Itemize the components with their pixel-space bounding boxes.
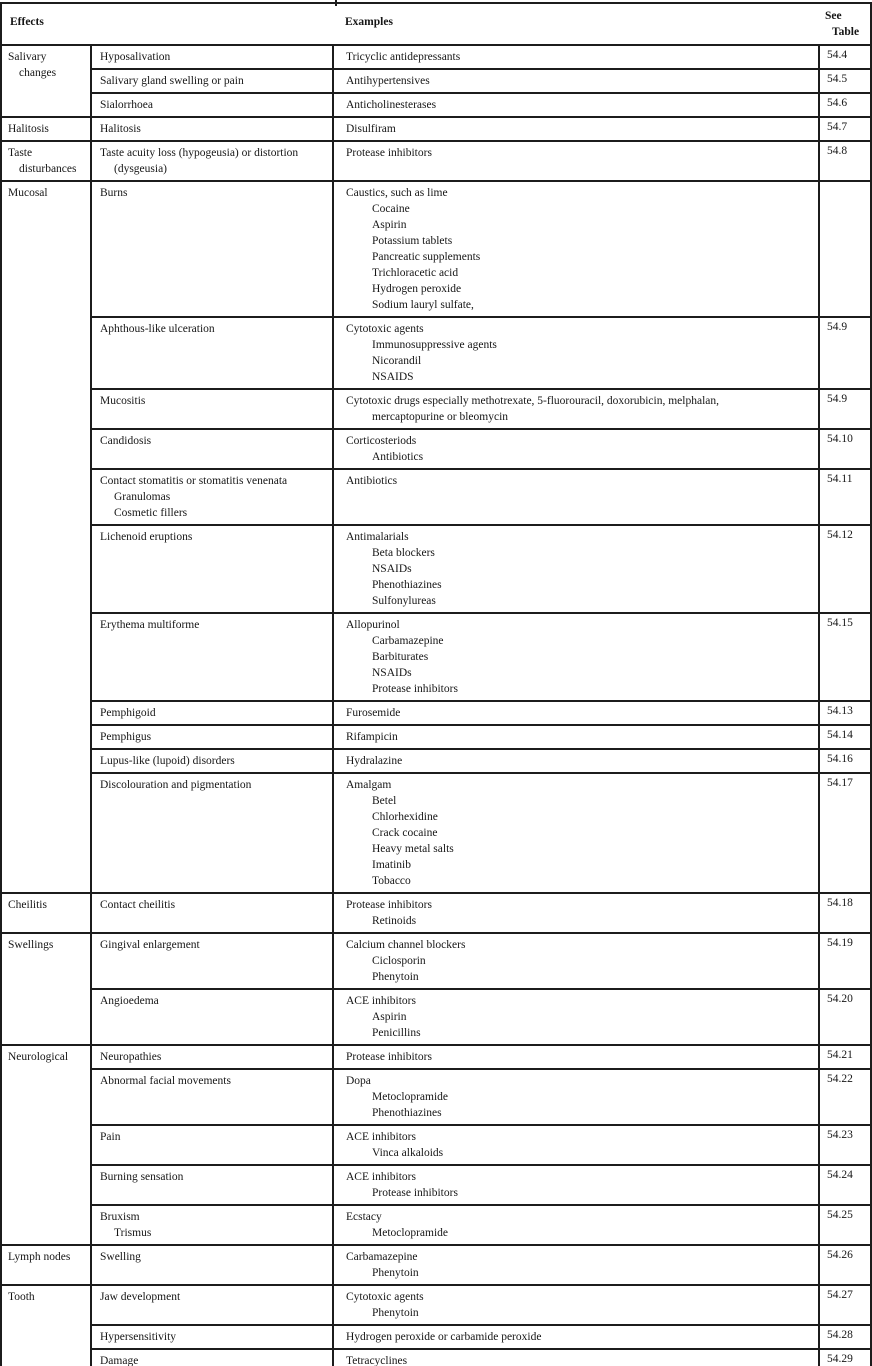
table-row [1, 389, 871, 429]
table-row [1, 893, 871, 933]
effect-cell: Contact stomatitis or stomatitis venenata Granulomas Cosmetic fillers [91, 469, 333, 525]
see-table-cell: 54.5 [819, 69, 871, 93]
see-table-cell: 54.24 [819, 1165, 871, 1205]
effect-cell: Burns [91, 181, 333, 317]
effect-cell: Candidosis [91, 429, 333, 469]
effect-cell: Bruxism Trismus [91, 1205, 333, 1245]
effect-cell: Angioedema [91, 989, 333, 1045]
see-table-cell [819, 181, 871, 317]
see-table-cell: 54.7 [819, 117, 871, 141]
examples-cell: ACE inhibitors Vinca alkaloids [333, 1125, 819, 1165]
examples-cell: Corticosteriods Antibiotics [333, 429, 819, 469]
effect-cell: Burning sensation [91, 1165, 333, 1205]
see-table-cell: 54.17 [819, 773, 871, 893]
see-label: See [825, 10, 842, 22]
effect-group-cell: Halitosis [1, 117, 91, 141]
examples-cell: Cytotoxic drugs especially methotrexate, 5-fluorouracil, doxorubicin, melphalan, mercaptopurine or bleomycin [333, 389, 819, 429]
examples-cell: ACE inhibitors Protease inhibitors [333, 1165, 819, 1205]
effect-cell: Pemphigus [91, 725, 333, 749]
table-row [1, 1245, 871, 1285]
see-table-cell: 54.13 [819, 701, 871, 725]
table-row [1, 181, 871, 317]
effect-cell: Halitosis [91, 117, 333, 141]
examples-cell: Caustics, such as lime Cocaine Aspirin Potassium tablets Pancreatic supplements Trichloracetic acid Hydrogen peroxide Sodium lauryl sulfate, [333, 181, 819, 317]
table-row [1, 525, 871, 613]
see-table-cell: 54.4 [819, 45, 871, 69]
effect-cell: Lichenoid eruptions [91, 525, 333, 613]
examples-cell: Protease inhibitors Retinoids [333, 893, 819, 933]
examples-cell: Tetracyclines [333, 1349, 819, 1366]
table-row [1, 317, 871, 389]
table-row [1, 725, 871, 749]
examples-cell: Carbamazepine Phenytoin [333, 1245, 819, 1285]
effect-group-cell: Swellings [1, 933, 91, 1045]
see-table-cell: 54.16 [819, 749, 871, 773]
effect-cell: Pemphigoid [91, 701, 333, 725]
table-row [1, 1125, 871, 1165]
table-row [1, 69, 871, 93]
effect-group-cell: Lymph nodes [1, 1245, 91, 1285]
examples-cell: Ecstacy Metoclopramide [333, 1205, 819, 1245]
effect-cell: Jaw development [91, 1285, 333, 1325]
effect-cell: Aphthous-like ulceration [91, 317, 333, 389]
see-table-cell: 54.9 [819, 389, 871, 429]
examples-cell: Hydrogen peroxide or carbamide peroxide [333, 1325, 819, 1349]
table-row [1, 773, 871, 893]
effect-cell: Hyposalivation [91, 45, 333, 69]
table-row [1, 45, 871, 69]
table-row [1, 1349, 871, 1366]
see-table-cell: 54.15 [819, 613, 871, 701]
see-table-column-header [819, 3, 871, 45]
examples-cell: Antihypertensives [333, 69, 819, 93]
examples-cell: Antimalarials Beta blockers NSAIDs Phenothiazines Sulfonylureas [333, 525, 819, 613]
effect-cell: Gingival enlargement [91, 933, 333, 989]
see-table-cell: 54.14 [819, 725, 871, 749]
effects-column-header: Effects [1, 3, 333, 45]
table-row [1, 613, 871, 701]
examples-cell: Furosemide [333, 701, 819, 725]
examples-cell: Calcium channel blockers Ciclosporin Phenytoin [333, 933, 819, 989]
effect-cell: Lupus-like (lupoid) disorders [91, 749, 333, 773]
examples-cell: Anticholinesterases [333, 93, 819, 117]
effect-group-cell: Salivary changes [1, 45, 91, 117]
table-row [1, 141, 871, 181]
examples-cell: Hydralazine [333, 749, 819, 773]
effect-cell: Damage [91, 1349, 333, 1366]
table-row [1, 1205, 871, 1245]
effect-cell: Mucositis [91, 389, 333, 429]
effect-cell: Sialorrhoea [91, 93, 333, 117]
examples-cell: Dopa Metoclopramide Phenothiazines [333, 1069, 819, 1125]
see-table-cell: 54.22 [819, 1069, 871, 1125]
effect-cell: Swelling [91, 1245, 333, 1285]
examples-cell: Cytotoxic agents Phenytoin [333, 1285, 819, 1325]
table-row [1, 1285, 871, 1325]
table-row [1, 933, 871, 989]
see-table-cell: 54.28 [819, 1325, 871, 1349]
effect-group-cell: Cheilitis [1, 893, 91, 933]
examples-column-header: Examples [333, 3, 819, 45]
examples-cell: Tricyclic antidepressants [333, 45, 819, 69]
see-table-cell: 54.10 [819, 429, 871, 469]
effect-cell: Taste acuity loss (hypogeusia) or distortion (dysgeusia) [91, 141, 333, 181]
examples-cell: Allopurinol Carbamazepine Barbiturates NSAIDs Protease inhibitors [333, 613, 819, 701]
examples-cell: Protease inhibitors [333, 141, 819, 181]
effect-cell: Abnormal facial movements [91, 1069, 333, 1125]
top-tick-line [335, 0, 337, 6]
effect-group-cell: Tooth [1, 1285, 91, 1366]
drug-effects-table [0, 2, 872, 1366]
table-row [1, 749, 871, 773]
table-row [1, 1069, 871, 1125]
see-table-cell: 54.25 [819, 1205, 871, 1245]
header-row [1, 3, 871, 45]
examples-cell: Amalgam Betel Chlorhexidine Crack cocaine Heavy metal salts Imatinib Tobacco [333, 773, 819, 893]
see-table-cell: 54.21 [819, 1045, 871, 1069]
table-row [1, 1165, 871, 1205]
effect-cell: Hypersensitivity [91, 1325, 333, 1349]
see-table-cell: 54.18 [819, 893, 871, 933]
table-label: Table [832, 26, 860, 38]
see-table-cell: 54.11 [819, 469, 871, 525]
effect-group-cell: Taste disturbances [1, 141, 91, 181]
see-table-cell: 54.19 [819, 933, 871, 989]
see-table-cell: 54.6 [819, 93, 871, 117]
table-row [1, 93, 871, 117]
see-table-cell: 54.20 [819, 989, 871, 1045]
see-table-cell: 54.23 [819, 1125, 871, 1165]
see-table-cell: 54.26 [819, 1245, 871, 1285]
effect-cell: Erythema multiforme [91, 613, 333, 701]
effect-cell: Salivary gland swelling or pain [91, 69, 333, 93]
see-table-cell: 54.9 [819, 317, 871, 389]
examples-cell: ACE inhibitors Aspirin Penicillins [333, 989, 819, 1045]
effect-group-cell: Neurological [1, 1045, 91, 1245]
see-table-cell: 54.12 [819, 525, 871, 613]
see-table-cell: 54.27 [819, 1285, 871, 1325]
table-row [1, 1325, 871, 1349]
table-row [1, 469, 871, 525]
examples-cell: Antibiotics [333, 469, 819, 525]
see-table-cell: 54.29 [819, 1349, 871, 1366]
table-row [1, 429, 871, 469]
examples-cell: Protease inhibitors [333, 1045, 819, 1069]
examples-cell: Rifampicin [333, 725, 819, 749]
examples-cell: Disulfiram [333, 117, 819, 141]
table-row [1, 1045, 871, 1069]
see-table-cell: 54.8 [819, 141, 871, 181]
effect-cell: Contact cheilitis [91, 893, 333, 933]
effect-group-cell: Mucosal [1, 181, 91, 893]
table-row [1, 701, 871, 725]
examples-cell: Cytotoxic agents Immunosuppressive agents Nicorandil NSAIDS [333, 317, 819, 389]
effect-cell: Discolouration and pigmentation [91, 773, 333, 893]
effect-cell: Neuropathies [91, 1045, 333, 1069]
table-row [1, 117, 871, 141]
table-row [1, 989, 871, 1045]
effect-cell: Pain [91, 1125, 333, 1165]
